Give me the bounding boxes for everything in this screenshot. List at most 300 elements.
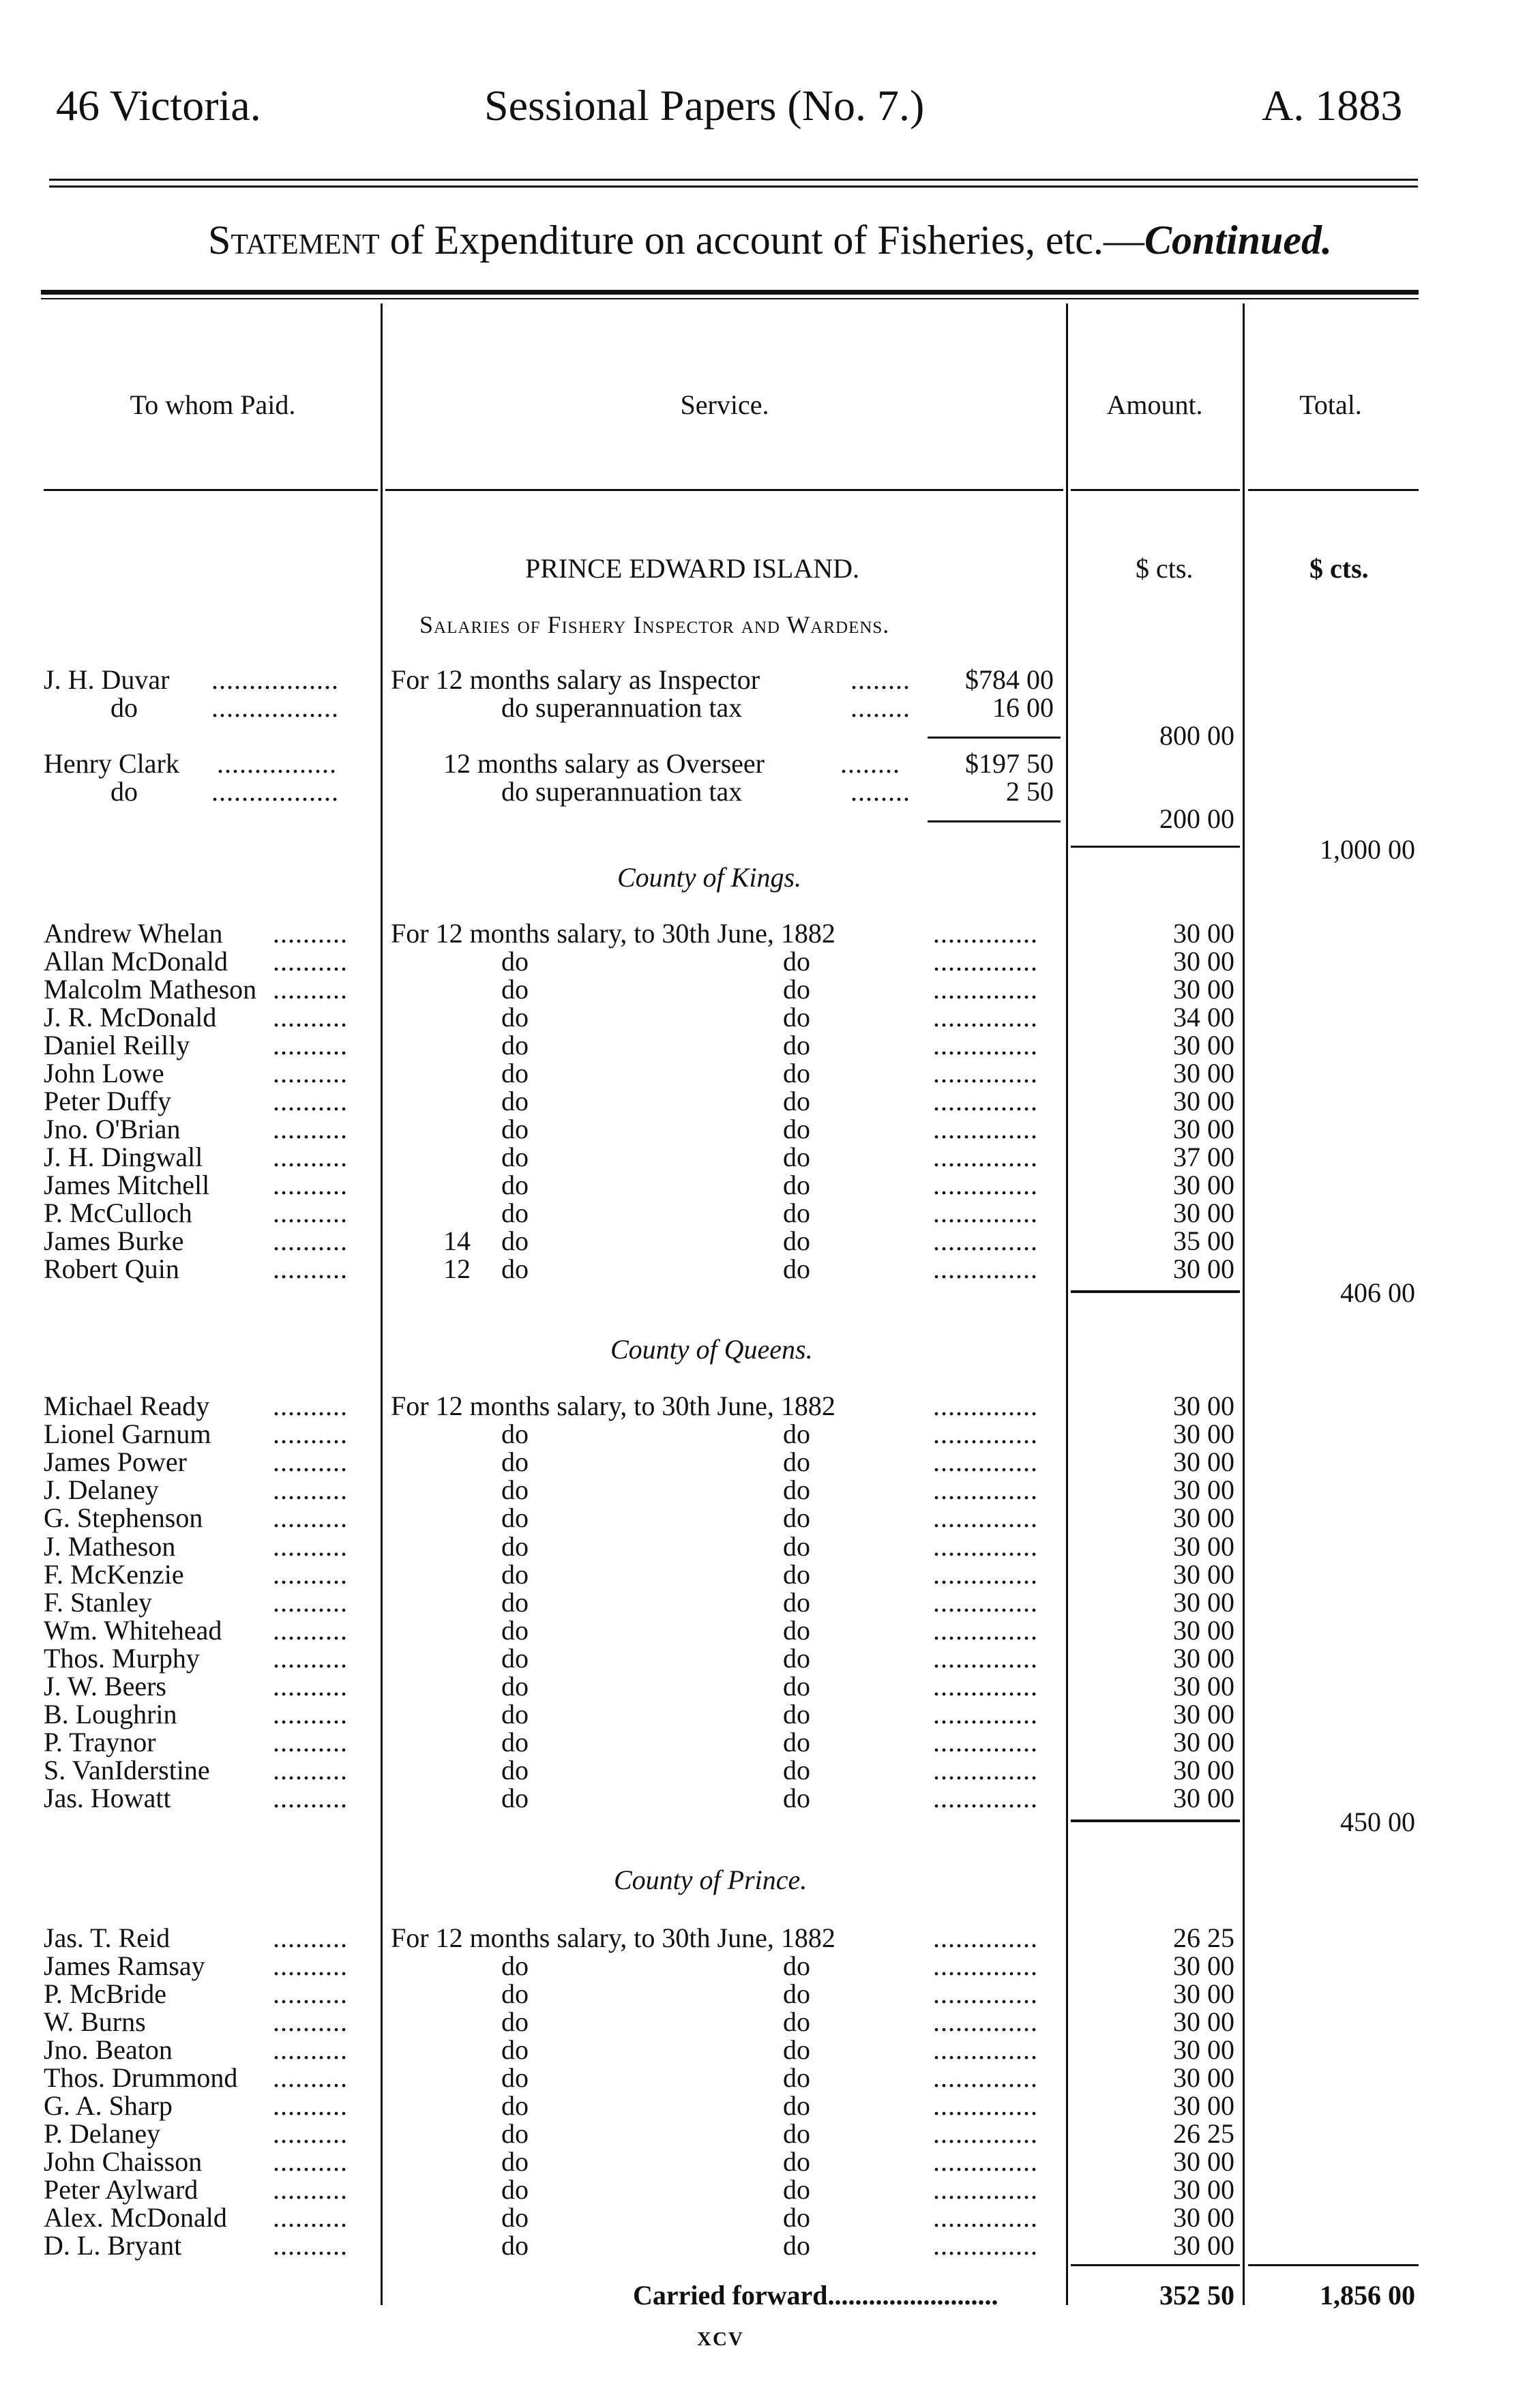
leader-dots: .............. xyxy=(933,2174,1038,2205)
leader-dots: .......... xyxy=(273,1226,348,1256)
ditto-mark: do xyxy=(501,2146,529,2177)
leader-dots: .............. xyxy=(933,1198,1038,1228)
header-title: Sessional Papers (No. 7.) xyxy=(484,81,925,130)
service-text: For 12 months salary, to 30th June, 1882 xyxy=(391,1391,835,1421)
ditto-mark: do xyxy=(501,1642,529,1674)
table-row xyxy=(0,973,1540,1005)
payee-name: Wm. Whitehead xyxy=(44,1614,222,1646)
table-row xyxy=(0,1530,1540,1562)
ditto-mark: do xyxy=(783,2062,810,2093)
header-volume: 46 Victoria. xyxy=(56,81,261,130)
leader-dots: .......... xyxy=(273,1391,348,1421)
amount-cell: 30 00 xyxy=(1173,2062,1234,2093)
table-row xyxy=(0,2090,1540,2121)
header-rule-2 xyxy=(49,185,1418,188)
payee-name: J. W. Beers xyxy=(44,1671,166,1702)
leader-dots: .......... xyxy=(273,1922,348,1953)
payee-name: James Power xyxy=(44,1446,187,1478)
leader-dots: .............. xyxy=(933,1530,1038,1562)
ditto-mark: do xyxy=(501,1783,529,1814)
table-row xyxy=(0,1978,1540,2009)
amount-rule xyxy=(1071,1290,1240,1293)
province-heading: PRINCE EDWARD ISLAND. xyxy=(525,553,859,584)
leader-dots: .......... xyxy=(273,1474,348,1506)
leader-dots: .......... xyxy=(273,1671,348,1702)
ditto-mark: do xyxy=(501,1586,529,1618)
payee-name: Jno. O'Brian xyxy=(44,1114,181,1144)
leader-dots: .......... xyxy=(273,1783,348,1814)
leader-dots: .......... xyxy=(273,1699,348,1730)
heading-rule-3 xyxy=(1071,489,1240,491)
table-row xyxy=(0,2173,1540,2205)
payee-name: J. R. McDonald xyxy=(44,1002,217,1033)
leader-dots: ......................... xyxy=(827,2280,998,2311)
salary-row xyxy=(0,692,1540,723)
payee-name: P. Delaney xyxy=(44,2118,161,2149)
leader-dots: .......... xyxy=(273,2146,348,2177)
ditto-mark: do xyxy=(783,1142,810,1172)
ditto-mark: do xyxy=(783,974,810,1005)
table-row xyxy=(0,1558,1540,1590)
leader-dots: .......... xyxy=(273,1170,348,1200)
leader-dots: .......... xyxy=(273,974,348,1005)
payee-name: G. Stephenson xyxy=(44,1502,203,1534)
service-text: For 12 months salary, to 30th June, 1882 xyxy=(391,918,835,949)
leader-dots: .............. xyxy=(933,1474,1038,1506)
payee-name: Allan McDonald xyxy=(44,946,228,977)
amount-cell: 30 00 xyxy=(1173,1058,1234,1088)
ditto-mark: do xyxy=(501,1474,529,1506)
table-row xyxy=(0,1418,1540,1450)
payee-name: S. VanIderstine xyxy=(44,1755,210,1786)
ditto-mark: do xyxy=(501,2062,529,2093)
table-row xyxy=(0,1754,1540,1786)
ditto-mark: do xyxy=(783,1783,810,1814)
leader-dots: ................ xyxy=(217,748,337,779)
ditto-mark: do xyxy=(501,2034,529,2065)
amount-cell: 30 00 xyxy=(1173,2146,1234,2177)
ditto-mark: do xyxy=(501,1002,529,1033)
payee-name: J. H. Dingwall xyxy=(44,1142,203,1172)
payee-name: Daniel Reilly xyxy=(44,1030,190,1060)
page-number: xcv xyxy=(697,2321,744,2352)
ditto-mark: do xyxy=(501,1699,529,1730)
table-row xyxy=(0,1141,1540,1172)
table-row xyxy=(0,1197,1540,1228)
table-row xyxy=(0,1169,1540,1200)
payee-name: Michael Ready xyxy=(44,1391,210,1421)
ditto-mark: do xyxy=(783,1755,810,1786)
payee-name: Thos. Murphy xyxy=(44,1642,200,1674)
leader-dots: .......... xyxy=(273,1614,348,1646)
amount-cell: 30 00 xyxy=(1173,1671,1234,1702)
heading-rule-1 xyxy=(44,489,378,491)
amount-cell: 30 00 xyxy=(1173,1253,1234,1284)
leader-dots: .......... xyxy=(273,1530,348,1562)
leader-dots: .......... xyxy=(273,1950,348,1981)
table-row xyxy=(0,2229,1540,2261)
ditto-mark: do xyxy=(783,2230,810,2261)
payee-name: John Lowe xyxy=(44,1058,164,1088)
amount-currency: $ cts. xyxy=(1136,553,1194,584)
leader-dots: .......... xyxy=(273,2090,348,2121)
payee-name: P. McCulloch xyxy=(44,1198,192,1228)
payee-name: Malcolm Matheson xyxy=(44,974,257,1005)
ditto-mark: do xyxy=(501,1978,529,2009)
amount-cell: 30 00 xyxy=(1173,1699,1234,1730)
leader-dots: .......... xyxy=(273,1030,348,1060)
ditto-mark: do xyxy=(501,1446,529,1478)
column-total: Total. xyxy=(1299,389,1362,420)
leader-dots: .............. xyxy=(933,1446,1038,1478)
service-text: For 12 months salary as Inspector xyxy=(391,664,760,695)
payee-name: Alex. McDonald xyxy=(44,2202,227,2233)
ditto-mark: do xyxy=(783,1446,810,1478)
column-amount: Amount. xyxy=(1106,389,1203,420)
payee-name: J. Delaney xyxy=(44,1474,159,1506)
sub-amount: $784 00 xyxy=(965,664,1054,695)
payee-name: James Ramsay xyxy=(44,1950,205,1981)
amount-cell: 30 00 xyxy=(1173,1558,1234,1590)
payee-name: Peter Duffy xyxy=(44,1086,171,1116)
payee-name: P. Traynor xyxy=(44,1727,156,1758)
leader-dots: .............. xyxy=(933,1978,1038,2009)
leader-dots: .............. xyxy=(933,1058,1038,1088)
salary-row xyxy=(0,775,1540,807)
payee-name: do xyxy=(110,776,138,807)
leader-dots: .......... xyxy=(273,946,348,977)
table-row xyxy=(0,1642,1540,1674)
amount-rule xyxy=(1071,846,1240,848)
leader-dots: .............. xyxy=(933,1086,1038,1116)
amount-cell: 30 00 xyxy=(1173,2202,1234,2233)
leader-dots: .......... xyxy=(273,1727,348,1758)
ditto-mark: do xyxy=(501,2174,529,2205)
ditto-mark: do xyxy=(783,2118,810,2149)
sub-amount: 16 00 xyxy=(992,692,1054,723)
ditto-mark: do xyxy=(501,1614,529,1646)
leader-dots: .............. xyxy=(933,1642,1038,1674)
amount-cell: 30 00 xyxy=(1173,946,1234,977)
ditto-mark: do xyxy=(783,1671,810,1702)
salary-row xyxy=(0,664,1540,695)
table-row xyxy=(0,2118,1540,2149)
carried-rule-amount xyxy=(1071,2264,1240,2266)
leader-dots: .............. xyxy=(933,1114,1038,1144)
leader-dots: .............. xyxy=(933,946,1038,977)
amount-cell: 30 00 xyxy=(1173,1586,1234,1618)
payee-name: Jno. Beaton xyxy=(44,2034,173,2065)
carried-rule-total xyxy=(1248,2264,1419,2266)
sub-amount: $197 50 xyxy=(965,748,1054,779)
months-count: 14 xyxy=(443,1226,471,1256)
amount-cell: 30 00 xyxy=(1173,1614,1234,1646)
heading-rule-2 xyxy=(385,489,1063,491)
county-kings-total: 406 00 xyxy=(1340,1277,1415,1308)
ditto-mark: do xyxy=(501,2230,529,2261)
subtotal-rule xyxy=(928,820,1061,822)
table-row xyxy=(0,2145,1540,2177)
amount-cell: 30 00 xyxy=(1173,1474,1234,1506)
ditto-mark: do xyxy=(783,1727,810,1758)
ditto-mark: do xyxy=(783,946,810,977)
amount-cell: 30 00 xyxy=(1173,2230,1234,2261)
ditto-mark: do xyxy=(501,1950,529,1981)
ditto-mark: do xyxy=(501,1198,529,1228)
payee-name: Jas. Howatt xyxy=(44,1783,171,1814)
leader-dots: .......... xyxy=(273,1978,348,2009)
table-row xyxy=(0,1950,1540,1981)
ditto-mark: do xyxy=(783,1198,810,1228)
payee-name: F. McKenzie xyxy=(44,1558,184,1590)
leader-dots: .............. xyxy=(933,1950,1038,1981)
ditto-mark: do xyxy=(783,1642,810,1674)
leader-dots: .............. xyxy=(933,1170,1038,1200)
payee-name: Andrew Whelan xyxy=(44,918,223,949)
leader-dots: .............. xyxy=(933,1502,1038,1534)
county-queens-total: 450 00 xyxy=(1340,1807,1415,1837)
subtotal-amount: 800 00 xyxy=(1159,720,1234,751)
ditto-mark: do xyxy=(783,1586,810,1618)
service-text: For 12 months salary, to 30th June, 1882 xyxy=(391,1922,835,1953)
table-row xyxy=(0,1390,1540,1421)
payee-name: P. McBride xyxy=(44,1978,166,2009)
ditto-mark: do xyxy=(783,1058,810,1088)
leader-dots: ................. xyxy=(211,692,339,723)
ditto-mark: do xyxy=(783,1226,810,1256)
amount-cell: 30 00 xyxy=(1173,1950,1234,1981)
subtotal-rule xyxy=(928,737,1061,739)
amount-cell: 30 00 xyxy=(1173,974,1234,1005)
amount-cell: 34 00 xyxy=(1173,1002,1234,1033)
leader-dots: .............. xyxy=(933,2118,1038,2149)
leader-dots: .............. xyxy=(933,1558,1038,1590)
leader-dots: .......... xyxy=(273,1198,348,1228)
ditto-mark: do xyxy=(501,1086,529,1116)
amount-cell: 30 00 xyxy=(1173,1502,1234,1534)
service-text: do superannuation tax xyxy=(501,776,743,807)
subtotal-amount: 200 00 xyxy=(1159,803,1234,834)
payee-name: James Mitchell xyxy=(44,1170,210,1200)
ditto-mark: do xyxy=(783,1253,810,1284)
amount-rule xyxy=(1071,1820,1240,1822)
ditto-mark: do xyxy=(783,1170,810,1200)
ditto-mark: do xyxy=(501,1058,529,1088)
title-rule-thick xyxy=(41,290,1419,295)
ditto-mark: do xyxy=(783,2090,810,2121)
amount-cell: 30 00 xyxy=(1173,1446,1234,1478)
leader-dots: .............. xyxy=(933,1699,1038,1730)
ditto-mark: do xyxy=(501,2006,529,2037)
payee-name: Henry Clark xyxy=(44,748,179,779)
amount-cell: 30 00 xyxy=(1173,2090,1234,2121)
table-row xyxy=(0,1085,1540,1116)
amount-cell: 30 00 xyxy=(1173,1419,1234,1450)
ditto-mark: do xyxy=(501,2118,529,2149)
ditto-mark: do xyxy=(501,1142,529,1172)
payee-name: Thos. Drummond xyxy=(44,2062,238,2093)
leader-dots: .............. xyxy=(933,1226,1038,1256)
payee-name: W. Burns xyxy=(44,2006,146,2037)
leader-dots: .............. xyxy=(933,1253,1038,1284)
leader-dots: .......... xyxy=(273,1002,348,1033)
leader-dots: .............. xyxy=(933,1671,1038,1702)
table-row xyxy=(0,1446,1540,1478)
leader-dots: .......... xyxy=(273,2062,348,2093)
table-row xyxy=(0,1474,1540,1506)
ditto-mark: do xyxy=(501,1502,529,1534)
table-row xyxy=(0,1922,1540,1953)
leader-dots: .............. xyxy=(933,2146,1038,2177)
amount-cell: 30 00 xyxy=(1173,1114,1234,1144)
table-row xyxy=(0,2006,1540,2037)
ditto-mark: do xyxy=(783,1030,810,1060)
ditto-mark: do xyxy=(783,1502,810,1534)
title-rule-thin xyxy=(41,298,1419,299)
leader-dots: .......... xyxy=(273,2006,348,2037)
ditto-mark: do xyxy=(783,2202,810,2233)
leader-dots: .......... xyxy=(273,1114,348,1144)
leader-dots: .............. xyxy=(933,1783,1038,1814)
title-prefix: Statement xyxy=(207,218,380,263)
amount-cell: 30 00 xyxy=(1173,1030,1234,1060)
carried-forward-text: Carried forward xyxy=(633,2280,828,2311)
amount-cell: 30 00 xyxy=(1173,2034,1234,2065)
amount-cell: 30 00 xyxy=(1173,1978,1234,2009)
leader-dots: .............. xyxy=(933,1391,1038,1421)
section-total: 1,000 00 xyxy=(1320,834,1415,865)
leader-dots: .............. xyxy=(933,1002,1038,1033)
leader-dots: ................. xyxy=(211,664,339,695)
leader-dots: .......... xyxy=(273,918,348,949)
payee-name: D. L. Bryant xyxy=(44,2230,182,2261)
leader-dots: .............. xyxy=(933,2006,1038,2037)
table-row xyxy=(0,1698,1540,1730)
leader-dots: .......... xyxy=(273,1642,348,1674)
leader-dots: .............. xyxy=(933,1142,1038,1172)
leader-dots: .......... xyxy=(273,1058,348,1088)
county-prince-heading: County of Prince. xyxy=(614,1865,808,1895)
table-row xyxy=(0,917,1540,949)
leader-dots: .......... xyxy=(273,2118,348,2149)
table-row xyxy=(0,1225,1540,1256)
payee-name: do xyxy=(110,692,138,723)
column-service: Service. xyxy=(680,389,769,420)
table-row xyxy=(0,1670,1540,1702)
leader-dots: .......... xyxy=(273,1558,348,1590)
table-row xyxy=(0,1001,1540,1033)
ditto-mark: do xyxy=(783,1558,810,1590)
ditto-mark: do xyxy=(501,1727,529,1758)
carried-forward-amount: 352 50 xyxy=(1159,2280,1234,2311)
ditto-mark: do xyxy=(783,1950,810,1981)
ditto-mark: do xyxy=(783,1114,810,1144)
payee-name: F. Stanley xyxy=(44,1586,153,1618)
carried-forward-total: 1,856 00 xyxy=(1320,2280,1415,2311)
county-queens-heading: County of Queens. xyxy=(610,1334,813,1365)
ditto-mark: do xyxy=(501,2090,529,2121)
amount-cell: 30 00 xyxy=(1173,1086,1234,1116)
amount-cell: 30 00 xyxy=(1173,1391,1234,1421)
table-row xyxy=(0,945,1540,977)
payee-name: Lionel Garnum xyxy=(44,1419,211,1450)
ditto-mark: do xyxy=(501,946,529,977)
amount-cell: 30 00 xyxy=(1173,1727,1234,1758)
amount-cell: 30 00 xyxy=(1173,1530,1234,1562)
table-row xyxy=(0,1029,1540,1060)
leader-dots: ........ xyxy=(850,692,910,723)
leader-dots: ........ xyxy=(850,664,910,695)
ditto-mark: do xyxy=(783,1978,810,2009)
leader-dots: ........ xyxy=(840,748,900,779)
ditto-mark: do xyxy=(783,1419,810,1450)
leader-dots: .............. xyxy=(933,2062,1038,2093)
leader-dots: .............. xyxy=(933,1922,1038,1953)
amount-cell: 26 25 xyxy=(1173,1922,1234,1953)
leader-dots: .......... xyxy=(273,2202,348,2233)
ditto-mark: do xyxy=(783,1614,810,1646)
payee-name: J. H. Duvar xyxy=(44,664,170,695)
ditto-mark: do xyxy=(783,1474,810,1506)
carried-forward-label xyxy=(633,2279,998,2311)
payee-name: James Burke xyxy=(44,1226,184,1256)
leader-dots: .......... xyxy=(273,1446,348,1478)
leader-dots: .............. xyxy=(933,2090,1038,2121)
ditto-mark: do xyxy=(783,1086,810,1116)
table-row xyxy=(0,1614,1540,1646)
amount-cell: 30 00 xyxy=(1173,918,1234,949)
amount-cell: 30 00 xyxy=(1173,1642,1234,1674)
ditto-mark: do xyxy=(501,1114,529,1144)
leader-dots: .......... xyxy=(273,1419,348,1450)
leader-dots: .............. xyxy=(933,918,1038,949)
payee-name: Jas. T. Reid xyxy=(44,1922,171,1953)
table-row xyxy=(0,1057,1540,1088)
leader-dots: ................. xyxy=(211,776,339,807)
ditto-mark: do xyxy=(501,1671,529,1702)
amount-cell: 30 00 xyxy=(1173,2174,1234,2205)
ditto-mark: do xyxy=(501,1530,529,1562)
payee-name: Robert Quin xyxy=(44,1253,179,1284)
leader-dots: .............. xyxy=(933,1755,1038,1786)
payee-name: Peter Aylward xyxy=(44,2174,198,2205)
sub-amount: 2 50 xyxy=(1006,776,1054,807)
ditto-mark: do xyxy=(501,1226,529,1256)
service-text: 12 months salary as Overseer xyxy=(443,748,765,779)
ditto-mark: do xyxy=(501,1170,529,1200)
amount-cell: 26 25 xyxy=(1173,2118,1234,2149)
table-row xyxy=(0,1726,1540,1758)
heading-rule-4 xyxy=(1248,489,1419,491)
leader-dots: .......... xyxy=(273,1755,348,1786)
leader-dots: .............. xyxy=(933,1030,1038,1060)
table-row xyxy=(0,2062,1540,2093)
leader-dots: .............. xyxy=(933,1419,1038,1450)
leader-dots: .......... xyxy=(273,1502,348,1534)
payee-name: G. A. Sharp xyxy=(44,2090,173,2121)
payee-name: John Chaisson xyxy=(44,2146,203,2177)
amount-cell: 30 00 xyxy=(1173,1783,1234,1814)
leader-dots: .......... xyxy=(273,1586,348,1618)
header-year: A. 1883 xyxy=(1262,81,1403,130)
leader-dots: .......... xyxy=(273,1253,348,1284)
payee-name: B. Loughrin xyxy=(44,1699,177,1730)
ditto-mark: do xyxy=(783,1699,810,1730)
table-row xyxy=(0,1113,1540,1144)
amount-cell: 37 00 xyxy=(1173,1142,1234,1172)
leader-dots: .............. xyxy=(933,1727,1038,1758)
service-text: do superannuation tax xyxy=(501,692,743,723)
